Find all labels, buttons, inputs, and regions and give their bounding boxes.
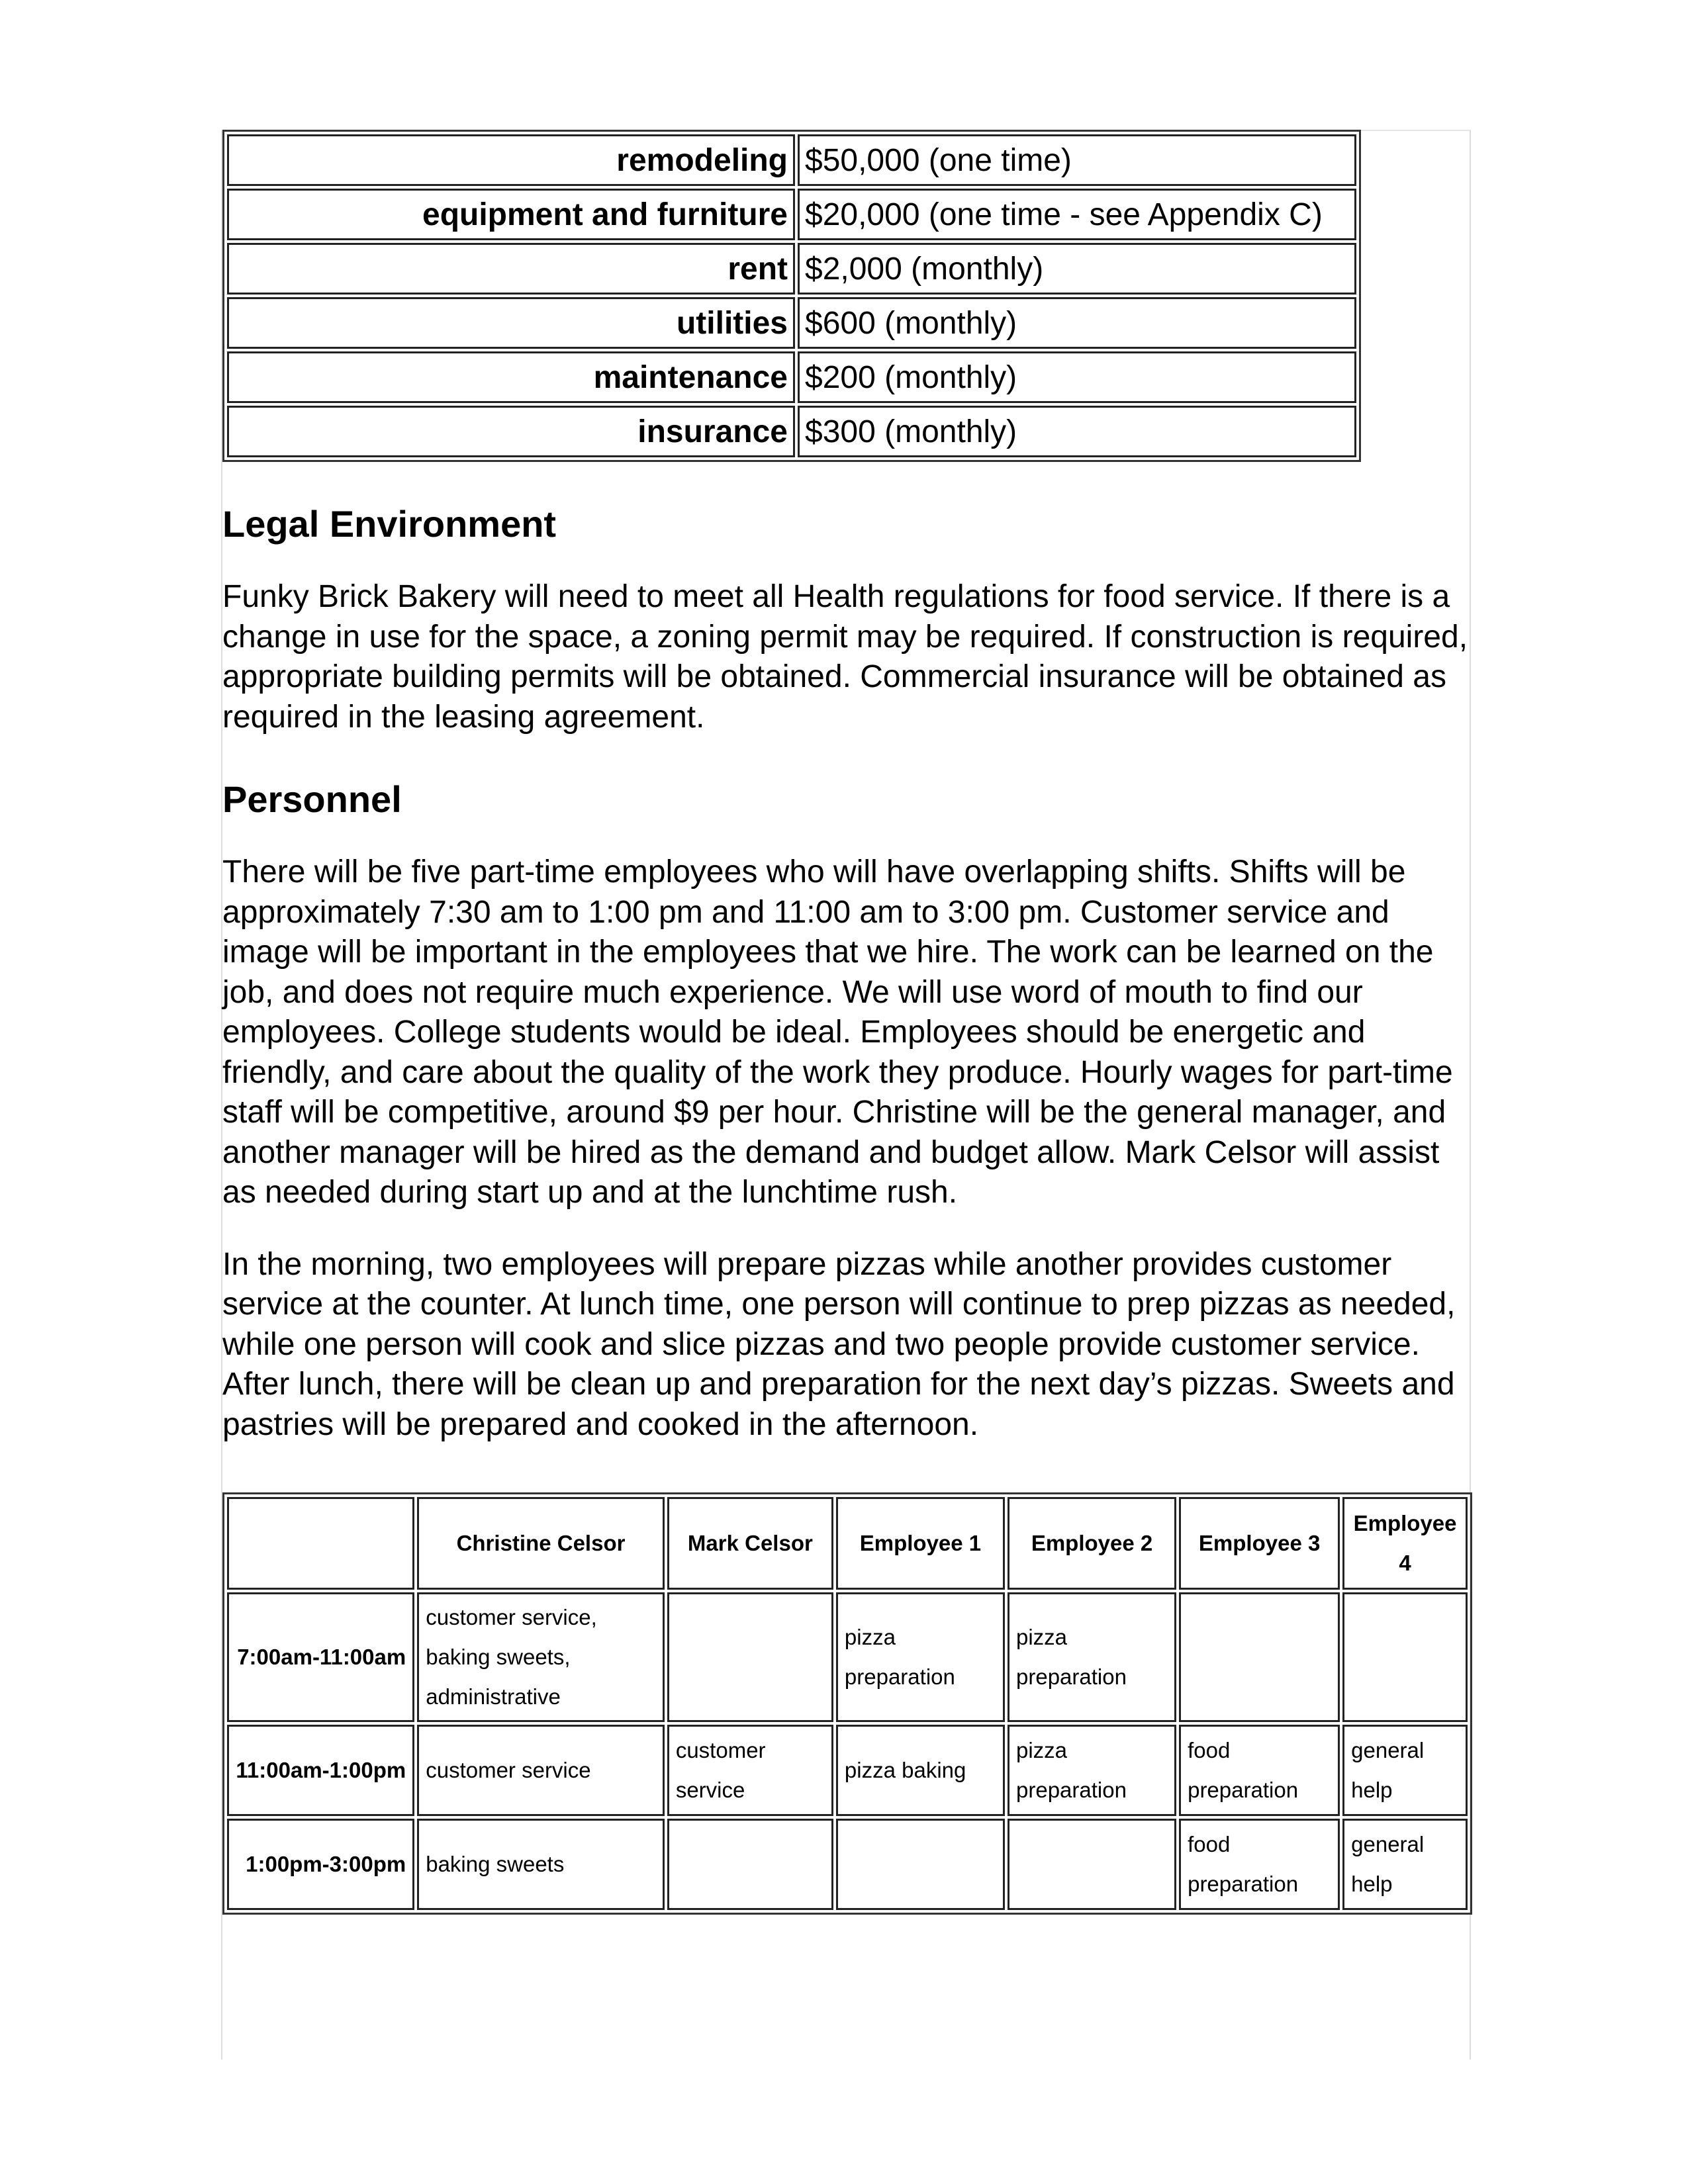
table-row xyxy=(227,134,1356,186)
staff-schedule-table xyxy=(222,1492,1472,1915)
schedule-cell: customer service xyxy=(417,1725,665,1816)
schedule-cell: pizza baking xyxy=(836,1725,1005,1816)
legal-environment-paragraph: Funky Brick Bakery will need to meet all Health regulations for food service. If there is a change in use for the space, a zoning permit may be required. If construction is required, appropriate building permits will be obtained. Commercial insurance will be obtained as required in the leasing agreement. xyxy=(222,579,1468,735)
cost-value: $600 (monthly) xyxy=(798,297,1356,349)
schedule-cell xyxy=(667,1819,833,1910)
schedule-header-row xyxy=(227,1497,1468,1590)
cost-label: rent xyxy=(227,243,795,295)
schedule-cell: food preparation xyxy=(1179,1819,1340,1910)
schedule-header-cell: Employee 3 xyxy=(1179,1497,1340,1590)
schedule-cell: general help xyxy=(1342,1725,1468,1816)
schedule-cell xyxy=(1179,1592,1340,1722)
schedule-header-cell: Employee 2 xyxy=(1008,1497,1176,1590)
schedule-cell: general help xyxy=(1342,1819,1468,1910)
cost-label: utilities xyxy=(227,297,795,349)
schedule-header-cell: Christine Celsor xyxy=(417,1497,665,1590)
cost-label: insurance xyxy=(227,406,795,457)
schedule-cell: pizza preparation xyxy=(1008,1725,1176,1816)
legal-environment-heading: Legal Environment xyxy=(222,503,557,545)
schedule-header-cell: Employee 1 xyxy=(836,1497,1005,1590)
personnel-paragraph-2: In the morning, two employees will prepare pizzas while another provides customer service at the counter. At lunch time, one person will continue to prep pizzas as needed, while one person will cook and slice pizzas and two people provide customer service. After lunch, there will be clean up and preparation for the next day’s pizzas. Sweets and pastries will be prepared and cooked in the afternoon. xyxy=(222,1246,1456,1442)
schedule-cell: customer service xyxy=(667,1725,833,1816)
cost-value: $20,000 (one time - see Appendix C) xyxy=(798,189,1356,240)
document-body xyxy=(222,130,1470,1915)
cost-label: maintenance xyxy=(227,351,795,403)
startup-costs-table xyxy=(222,130,1361,462)
schedule-header-cell xyxy=(227,1497,414,1590)
cost-value: $2,000 (monthly) xyxy=(798,243,1356,295)
schedule-time-cell: 1:00pm-3:00pm xyxy=(227,1819,414,1910)
cost-value: $300 (monthly) xyxy=(798,406,1356,457)
table-row xyxy=(227,189,1356,240)
personnel-paragraph-1: There will be five part-time employees who will have overlapping shifts. Shifts will be approximately 7:30 am to 1:00 pm and 11:00 am to 3:00 pm. Customer service and image will be important in the employees that we hire. The work can be learned on the job, and does not require much experience. We will use word of mouth to find our employees. College students would be ideal. Employees should be energetic and friendly, and care about the quality of the work they produce. Hourly wages for part-time staff will be competitive, around $9 per hour. Christine will be the general manager, and another manager will be hired as the demand and budget allow. Mark Celsor will assist as needed during start up and at the lunchtime rush. xyxy=(222,854,1453,1210)
table-row xyxy=(227,1592,1468,1722)
schedule-cell: pizza preparation xyxy=(836,1592,1005,1722)
table-row xyxy=(227,1725,1468,1816)
personnel-heading: Personnel xyxy=(222,778,402,820)
table-row xyxy=(227,406,1356,457)
schedule-cell xyxy=(1342,1592,1468,1722)
schedule-time-cell: 7:00am-11:00am xyxy=(227,1592,414,1722)
schedule-cell xyxy=(836,1819,1005,1910)
cost-value: $200 (monthly) xyxy=(798,351,1356,403)
cost-label: equipment and furniture xyxy=(227,189,795,240)
schedule-cell xyxy=(1008,1819,1176,1910)
schedule-cell: customer service, baking sweets, administrative xyxy=(417,1592,665,1722)
schedule-time-cell: 11:00am-1:00pm xyxy=(227,1725,414,1816)
schedule-header-cell: Employee 4 xyxy=(1342,1497,1468,1590)
table-row xyxy=(227,297,1356,349)
table-row xyxy=(227,243,1356,295)
schedule-cell xyxy=(667,1592,833,1722)
cost-label: remodeling xyxy=(227,134,795,186)
schedule-cell: baking sweets xyxy=(417,1819,665,1910)
table-row xyxy=(227,1819,1468,1910)
table-row xyxy=(227,351,1356,403)
schedule-cell: pizza preparation xyxy=(1008,1592,1176,1722)
schedule-cell: food preparation xyxy=(1179,1725,1340,1816)
cost-value: $50,000 (one time) xyxy=(798,134,1356,186)
schedule-header-cell: Mark Celsor xyxy=(667,1497,833,1590)
